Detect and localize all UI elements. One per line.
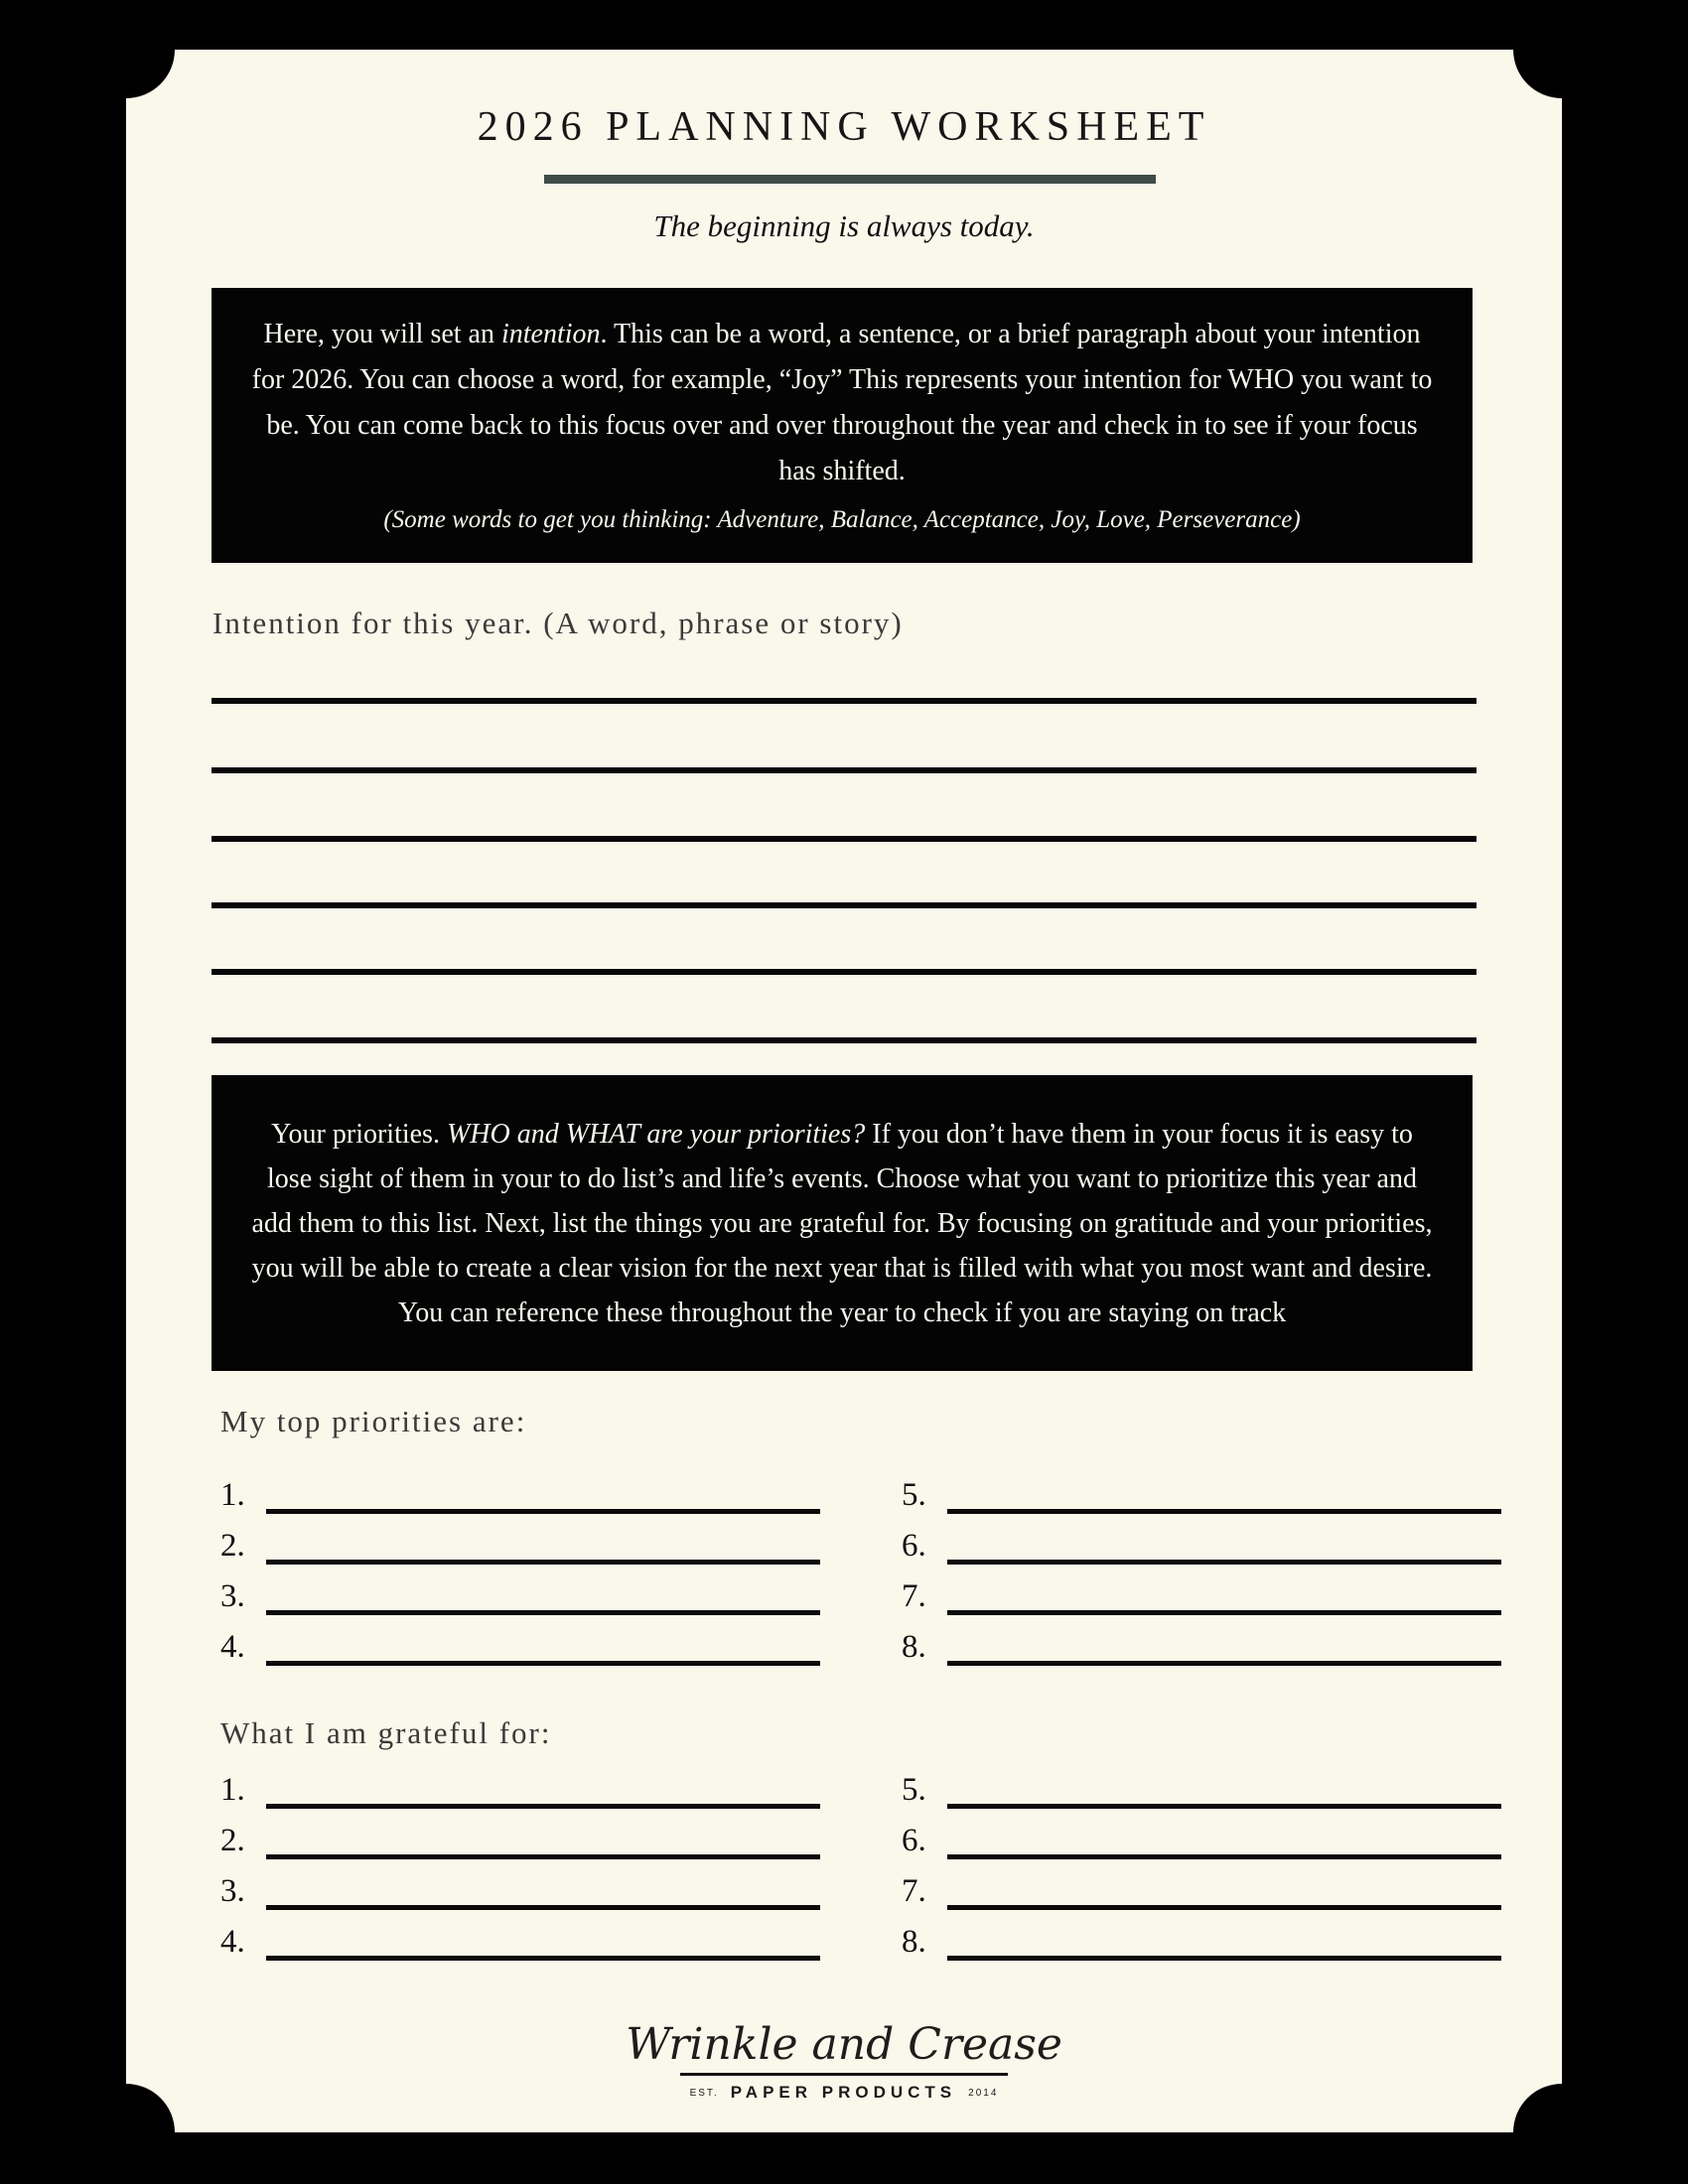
list-number: 3. — [220, 1578, 245, 1614]
blank-writing-line — [266, 1661, 820, 1666]
blank-writing-line — [947, 1854, 1501, 1859]
brand-logo-rule — [680, 2073, 1008, 2076]
list-number: 1. — [220, 1477, 245, 1513]
writing-line — [211, 767, 1477, 773]
intention-word-suggestions: (Some words to get you thinking: Adventure, Balance, Acceptance, Joy, Love, Perseverance) — [383, 505, 1301, 533]
numbered-blank-row — [212, 1625, 820, 1676]
list-number: 4. — [220, 1629, 245, 1665]
blank-writing-line — [947, 1905, 1501, 1910]
list-number: 2. — [220, 1528, 245, 1564]
numbered-blank-row — [894, 1869, 1501, 1920]
blank-writing-line — [266, 1905, 820, 1910]
blank-writing-line — [266, 1560, 820, 1565]
priorities-text-segment: If you don’t have them in your focus it is easy to lose sight of them in your to do list’s and life’s events. Choose what you want to prioritize this year and add them to this list. Next, list the things you are grateful for. By focusing on gratitude and your priorities, you will be able to create a clear vision for the next year that is filled with what you most want and desire. — [251, 1118, 1433, 1284]
list-number: 3. — [220, 1873, 245, 1909]
blank-writing-line — [947, 1956, 1501, 1961]
blank-writing-line — [947, 1804, 1501, 1809]
blank-writing-line — [266, 1804, 820, 1809]
numbered-blank-row — [894, 1625, 1501, 1676]
list-number: 2. — [220, 1823, 245, 1858]
brand-logo-script-text: Wrinkle and Crease — [626, 2019, 1062, 2070]
list-number: 5. — [902, 1477, 926, 1513]
blank-writing-line — [266, 1854, 820, 1859]
priorities-instructions-box — [211, 1075, 1473, 1371]
numbered-blank-row — [894, 1473, 1501, 1524]
blank-writing-line — [266, 1509, 820, 1514]
brand-est-label: EST. — [689, 2087, 719, 2099]
writing-line — [211, 969, 1477, 975]
numbered-blank-row — [212, 1819, 820, 1869]
page-title: 2026 PLANNING WORKSHEET — [477, 104, 1211, 150]
blank-writing-line — [947, 1509, 1501, 1514]
grateful-list-left-column — [212, 1768, 820, 1971]
numbered-blank-row — [894, 1819, 1501, 1869]
list-number: 8. — [902, 1629, 926, 1665]
list-number: 8. — [902, 1924, 926, 1960]
intro-text-segment: . This can be a word, a sentence, or a brief paragraph about your intention for 2026. You can choose a word, for example, “Joy” This represents your intention for WHO you want to be. You can come back to this focus over and over throughout the year and check in to see if your focus has shifted. — [251, 318, 1433, 486]
priorities-section-label: My top priorities are: — [220, 1404, 527, 1438]
list-number: 5. — [902, 1772, 926, 1808]
list-number: 6. — [902, 1528, 926, 1564]
writing-line — [211, 902, 1477, 908]
list-number: 1. — [220, 1772, 245, 1808]
intro-text-segment: Here, you will set an — [263, 318, 501, 349]
brand-year: 2014 — [968, 2087, 999, 2099]
list-number: 7. — [902, 1578, 926, 1614]
blank-writing-line — [947, 1560, 1501, 1565]
priorities-instructions-text — [249, 1112, 1435, 1291]
numbered-blank-row — [212, 1869, 820, 1920]
numbered-blank-row — [894, 1524, 1501, 1574]
page-subtitle: The beginning is always today. — [653, 208, 1035, 243]
priorities-text-italic-segment: WHO and WHAT are your priorities? — [446, 1118, 866, 1150]
numbered-blank-row — [894, 1574, 1501, 1625]
title-underline-bar — [544, 175, 1156, 184]
numbered-blank-row — [894, 1768, 1501, 1819]
grateful-section-label: What I am grateful for: — [220, 1715, 552, 1750]
brand-product-line: PAPER PRODUCTS — [730, 2083, 957, 2102]
list-number: 7. — [902, 1873, 926, 1909]
numbered-blank-row — [212, 1473, 820, 1524]
blank-writing-line — [266, 1610, 820, 1615]
numbered-blank-row — [894, 1920, 1501, 1971]
priorities-reference-note: You can reference these throughout the year to check if you are staying on track — [397, 1297, 1287, 1328]
intention-instructions-text — [251, 312, 1433, 494]
blank-writing-line — [266, 1956, 820, 1961]
numbered-blank-row — [212, 1920, 820, 1971]
priorities-list-left-column — [212, 1473, 820, 1676]
priorities-text-segment: Your priorities. — [271, 1118, 447, 1150]
intention-instructions-box — [211, 288, 1473, 563]
blank-writing-line — [947, 1661, 1501, 1666]
writing-line — [211, 698, 1477, 704]
grateful-list-right-column — [894, 1768, 1501, 1971]
blank-writing-line — [947, 1610, 1501, 1615]
brand-logo — [0, 2019, 1688, 2103]
numbered-blank-row — [212, 1524, 820, 1574]
list-number: 4. — [220, 1924, 245, 1960]
writing-line — [211, 836, 1477, 842]
intention-section-label: Intention for this year. (A word, phrase or story) — [212, 606, 904, 640]
brand-logo-subline — [0, 2083, 1688, 2103]
priorities-list-right-column — [894, 1473, 1501, 1676]
numbered-blank-row — [212, 1574, 820, 1625]
numbered-blank-row — [212, 1768, 820, 1819]
writing-line — [211, 1037, 1477, 1043]
list-number: 6. — [902, 1823, 926, 1858]
intro-text-italic-segment: intention — [500, 318, 601, 349]
